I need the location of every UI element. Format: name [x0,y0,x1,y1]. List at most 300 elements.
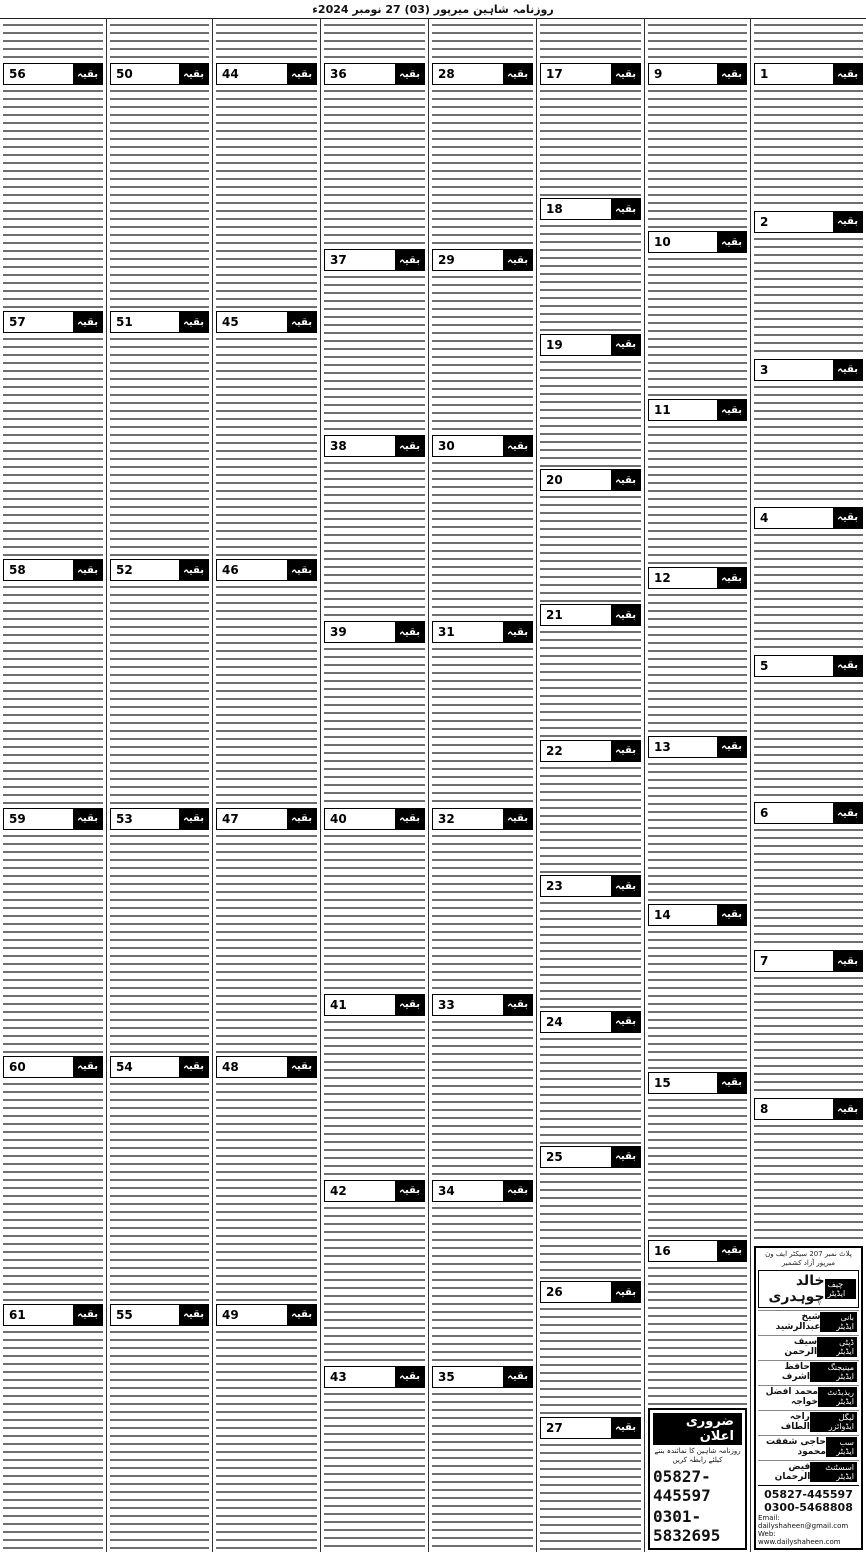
continuation-label: بقیہ [73,1305,102,1325]
box-spacer [773,212,833,232]
box-spacer [31,1057,73,1077]
article-text-block [754,826,863,948]
continuation-label: بقیہ [503,1181,532,1201]
continuation-box [432,808,533,830]
continuation-label: بقیہ [73,560,102,580]
continuation-number: 23 [541,876,568,896]
continuation-box [648,904,747,926]
article-text-block [540,1170,641,1279]
box-spacer [31,809,73,829]
article-text-block [432,832,533,992]
continuation-box [432,621,533,643]
article-text-block [3,1080,103,1302]
continuation-number: 22 [541,741,568,761]
continuation-box [432,1366,533,1388]
article-text-block [648,1096,747,1238]
article-text-block [648,255,747,397]
continuation-box [540,1417,641,1439]
continuation-label: بقیہ [833,951,862,971]
continuation-label: بقیہ [717,64,746,84]
masthead-date-line [0,0,866,19]
box-spacer [568,335,611,355]
staff-row [758,1385,859,1408]
continuation-label: بقیہ [717,1241,746,1261]
article-text-block [540,628,641,737]
article-text-block [324,1018,425,1178]
box-spacer [676,905,717,925]
continuation-number: 8 [755,1099,773,1119]
continuation-box [540,1011,641,1033]
continuation-label: بقیہ [287,1305,316,1325]
box-spacer [138,560,179,580]
staff-name: حافظ اشرف [781,1362,810,1382]
box-spacer [352,1367,395,1387]
continuation-number: 42 [325,1181,352,1201]
article-text-block [432,645,533,805]
chief-editor-row [758,1270,859,1308]
staff-name: حاجی شفقت محمود [765,1437,826,1457]
article-text-block [3,583,103,805]
staff-row [758,1460,859,1483]
header-title: روزنامہ شاہین میرپور (03) 27 نومبر 2024ء [312,2,554,16]
continuation-number: 47 [217,809,244,829]
continuation-number: 17 [541,64,568,84]
box-spacer [138,1057,179,1077]
article-text-block [648,21,747,61]
box-spacer [773,360,833,380]
article-text-block [540,1441,641,1550]
continuation-number: 30 [433,436,460,456]
continuation-number: 9 [649,64,667,84]
phone-number: 0300-5468808 [764,1501,853,1514]
article-text-block [3,87,103,309]
article-text-block [3,1328,103,1550]
box-spacer [31,64,73,84]
continuation-box [540,1281,641,1303]
continuation-number: 45 [217,312,244,332]
article-text-block [324,459,425,619]
staff-name: سیف الرحمن [784,1337,818,1357]
continuation-box [432,1180,533,1202]
chief-name: خالد چوہدری [768,1273,825,1305]
box-spacer [244,560,287,580]
article-text-block [110,832,209,1054]
box-spacer [352,809,395,829]
continuation-label: بقیہ [717,1073,746,1093]
continuation-number: 57 [4,312,31,332]
box-spacer [244,312,287,332]
staff-role: اسسٹنٹ ایڈیٹر [810,1462,857,1482]
continuation-number: 16 [649,1241,676,1261]
continuation-number: 14 [649,905,676,925]
continuation-number: 56 [4,64,31,84]
continuation-box [216,1056,317,1078]
staff-role: ریذیڈنٹ ایڈیٹر [818,1387,857,1407]
box-spacer [352,995,395,1015]
continuation-box [754,359,863,381]
continuation-number: 38 [325,436,352,456]
box-spacer [244,1057,287,1077]
continuation-number: 25 [541,1147,568,1167]
publisher-address: پلاٹ نمبر 207 سیکٹر ایف ون میرپور آزاد کشمیر [765,1250,852,1267]
article-text-block [216,832,317,1054]
continuation-label: بقیہ [833,360,862,380]
article-text-block [540,87,641,196]
continuation-box [3,63,103,85]
continuation-label: بقیہ [73,809,102,829]
article-text-block [324,645,425,805]
chief-role: چیف ایڈیٹر [825,1279,856,1299]
article-text-block [216,583,317,805]
box-spacer [460,995,503,1015]
box-spacer [568,1418,611,1438]
continuation-label: بقیہ [395,995,424,1015]
continuation-number: 7 [755,951,773,971]
article-text-block [754,21,863,61]
staff-row [758,1335,859,1358]
article-text-block [540,493,641,602]
article-text-block [754,383,863,505]
continuation-box [324,435,425,457]
article-text-block [432,21,533,61]
continuation-label: بقیہ [503,1367,532,1387]
continuation-box [432,994,533,1016]
continuation-label: بقیہ [611,876,640,896]
article-text-block [324,87,425,247]
website-text: Web: www.dailyshaheen.com [758,1530,841,1546]
continuation-label: بقیہ [611,741,640,761]
continuation-box [540,198,641,220]
article-text-block [216,87,317,309]
continuation-label: بقیہ [395,622,424,642]
continuation-number: 49 [217,1305,244,1325]
article-text-block [432,273,533,433]
continuation-number: 31 [433,622,460,642]
article-text-block [754,974,863,1096]
box-spacer [568,741,611,761]
box-spacer [568,199,611,219]
continuation-number: 41 [325,995,352,1015]
continuation-number: 15 [649,1073,676,1093]
continuation-box [540,875,641,897]
box-spacer [352,436,395,456]
box-spacer [460,64,503,84]
continuation-label: بقیہ [717,737,746,757]
continuation-number: 35 [433,1367,460,1387]
continuation-label: بقیہ [611,470,640,490]
box-spacer [773,64,833,84]
continuation-box [648,736,747,758]
continuation-box [432,435,533,457]
continuation-label: بقیہ [503,995,532,1015]
box-spacer [676,232,717,252]
article-text-block [216,1080,317,1302]
continuation-number: 3 [755,360,773,380]
email-text: Email: dailyshaheen@gmail.com [758,1514,849,1530]
continuation-number: 43 [325,1367,352,1387]
continuation-box [3,559,103,581]
continuation-box [324,621,425,643]
staff-row [758,1310,859,1333]
article-text-block [754,235,863,357]
continuation-label: بقیہ [179,64,208,84]
continuation-label: بقیہ [833,656,862,676]
continuation-number: 6 [755,803,773,823]
continuation-box [110,1304,209,1326]
continuation-box [648,231,747,253]
news-column-7 [106,19,212,1552]
continuation-label: بقیہ [611,1012,640,1032]
continuation-number: 37 [325,250,352,270]
continuation-label: بقیہ [611,1282,640,1302]
continuation-label: بقیہ [73,1057,102,1077]
continuation-label: بقیہ [611,605,640,625]
continuation-box [648,399,747,421]
article-text-block [110,335,209,557]
continuation-number: 11 [649,400,676,420]
continuation-box [754,655,863,677]
continuation-box [324,808,425,830]
continuation-number: 61 [4,1305,31,1325]
continuation-number: 33 [433,995,460,1015]
staff-row [758,1360,859,1383]
box-spacer [460,436,503,456]
continuation-box [648,1240,747,1262]
continuation-label: بقیہ [503,64,532,84]
continuation-box [110,63,209,85]
article-text-block [754,1122,863,1244]
continuation-number: 34 [433,1181,460,1201]
box-spacer [460,622,503,642]
staff-role: لیگل ایڈوائزر [810,1412,857,1432]
continuation-box [324,249,425,271]
article-text-block [754,87,863,209]
article-text-block [3,335,103,557]
continuation-number: 13 [649,737,676,757]
notice-advert [648,1408,747,1550]
box-spacer [667,64,717,84]
article-text-block [110,583,209,805]
continuation-label: بقیہ [833,212,862,232]
contact-block [758,1485,859,1546]
article-text-block [110,21,209,61]
continuation-number: 48 [217,1057,244,1077]
article-text-block [3,832,103,1054]
box-spacer [676,1241,717,1261]
staff-name: فیض الرحمان [774,1462,811,1482]
continuation-label: بقیہ [395,250,424,270]
staff-role: سب ایڈیٹر [826,1437,857,1457]
continuation-number: 60 [4,1057,31,1077]
continuation-label: بقیہ [833,803,862,823]
continuation-number: 40 [325,809,352,829]
continuation-label: بقیہ [717,400,746,420]
continuation-label: بقیہ [717,568,746,588]
news-column-1 [750,19,866,1552]
article-text-block [324,832,425,992]
box-spacer [460,1181,503,1201]
continuation-number: 12 [649,568,676,588]
article-text-block [540,899,641,1008]
article-text-block [216,1328,317,1550]
box-spacer [31,560,73,580]
continuation-label: بقیہ [179,1305,208,1325]
news-column-3 [536,19,644,1552]
continuation-number: 29 [433,250,460,270]
box-spacer [676,1073,717,1093]
box-spacer [31,312,73,332]
continuation-label: بقیہ [717,232,746,252]
continuation-box [540,740,641,762]
staff-role: مینیجنگ ایڈیٹر [810,1362,857,1382]
continuation-box [540,469,641,491]
continuation-label: بقیہ [611,64,640,84]
continuation-box [648,1072,747,1094]
continuation-number: 27 [541,1418,568,1438]
article-text-block [540,222,641,331]
staff-row [758,1435,859,1458]
continuation-label: بقیہ [833,64,862,84]
box-spacer [460,809,503,829]
continuation-number: 50 [111,64,138,84]
continuation-number: 1 [755,64,773,84]
continuation-box [3,1304,103,1326]
box-spacer [773,1099,833,1119]
article-text-block [110,87,209,309]
article-text-block [648,928,747,1070]
continuation-number: 39 [325,622,352,642]
continuation-label: بقیہ [395,64,424,84]
box-spacer [31,1305,73,1325]
continuation-label: بقیہ [833,508,862,528]
continuation-box [432,63,533,85]
continuation-label: بقیہ [287,809,316,829]
advert-body: روزنامہ شاہین کا نمائندہ بننے کیلئے رابطہ کریں [654,1447,741,1464]
staff-panel [754,1246,863,1550]
article-text-block [648,423,747,565]
continuation-label: بقیہ [179,1057,208,1077]
box-spacer [352,250,395,270]
continuation-box [216,63,317,85]
news-column-8 [0,19,106,1552]
continuation-label: بقیہ [395,1367,424,1387]
continuation-number: 58 [4,560,31,580]
continuation-box [324,1366,425,1388]
continuation-number: 21 [541,605,568,625]
box-spacer [773,656,833,676]
continuation-label: بقیہ [179,312,208,332]
continuation-number: 32 [433,809,460,829]
continuation-label: بقیہ [395,1181,424,1201]
continuation-box [3,311,103,333]
staff-row [758,1410,859,1433]
continuation-box [216,1304,317,1326]
box-spacer [568,1012,611,1032]
continuation-number: 26 [541,1282,568,1302]
columns-container [0,19,866,1552]
continuation-box [216,311,317,333]
staff-role: بانی ایڈیٹر [820,1312,857,1332]
staff-name: محمد افضل خواجہ [765,1387,818,1407]
article-text-block [324,21,425,61]
continuation-box [324,1180,425,1202]
box-spacer [568,1282,611,1302]
continuation-number: 51 [111,312,138,332]
box-spacer [460,250,503,270]
continuation-label: بقیہ [717,905,746,925]
article-text-block [648,87,747,229]
continuation-number: 20 [541,470,568,490]
news-column-2 [644,19,750,1552]
continuation-box [648,567,747,589]
continuation-number: 53 [111,809,138,829]
staff-role: ڈپٹی ایڈیٹر [817,1337,857,1357]
article-text-block [432,1204,533,1364]
box-spacer [676,737,717,757]
article-text-block [540,358,641,467]
box-spacer [244,809,287,829]
staff-name: راجہ الطاف [780,1412,810,1432]
continuation-number: 5 [755,656,773,676]
article-text-block [432,459,533,619]
continuation-box [540,1146,641,1168]
continuation-box [3,808,103,830]
continuation-box [754,507,863,529]
continuation-box [216,559,317,581]
news-column-5 [320,19,428,1552]
article-text-block [648,760,747,902]
continuation-box [754,63,863,85]
continuation-box [216,808,317,830]
continuation-box [110,1056,209,1078]
article-text-block [754,679,863,801]
box-spacer [568,64,611,84]
article-text-block [540,764,641,873]
continuation-box [110,559,209,581]
continuation-box [324,994,425,1016]
continuation-label: بقیہ [179,560,208,580]
article-text-block [110,1080,209,1302]
continuation-box [540,604,641,626]
box-spacer [460,1367,503,1387]
continuation-box [3,1056,103,1078]
continuation-box [540,334,641,356]
article-text-block [540,1305,641,1414]
article-text-block [540,1035,641,1144]
continuation-label: بقیہ [73,64,102,84]
article-text-block [324,1390,425,1550]
box-spacer [244,64,287,84]
article-text-block [432,1390,533,1550]
continuation-number: 28 [433,64,460,84]
continuation-number: 18 [541,199,568,219]
continuation-label: بقیہ [611,1147,640,1167]
news-column-4 [428,19,536,1552]
continuation-label: بقیہ [833,1099,862,1119]
continuation-box [754,211,863,233]
article-text-block [648,1264,747,1406]
article-text-block [754,531,863,653]
continuation-label: بقیہ [287,312,316,332]
continuation-number: 2 [755,212,773,232]
box-spacer [568,605,611,625]
advert-phone: 0301-5832695 [653,1507,721,1545]
continuation-label: بقیہ [287,64,316,84]
box-spacer [138,64,179,84]
continuation-box [110,808,209,830]
article-text-block [110,1328,209,1550]
continuation-label: بقیہ [287,1057,316,1077]
